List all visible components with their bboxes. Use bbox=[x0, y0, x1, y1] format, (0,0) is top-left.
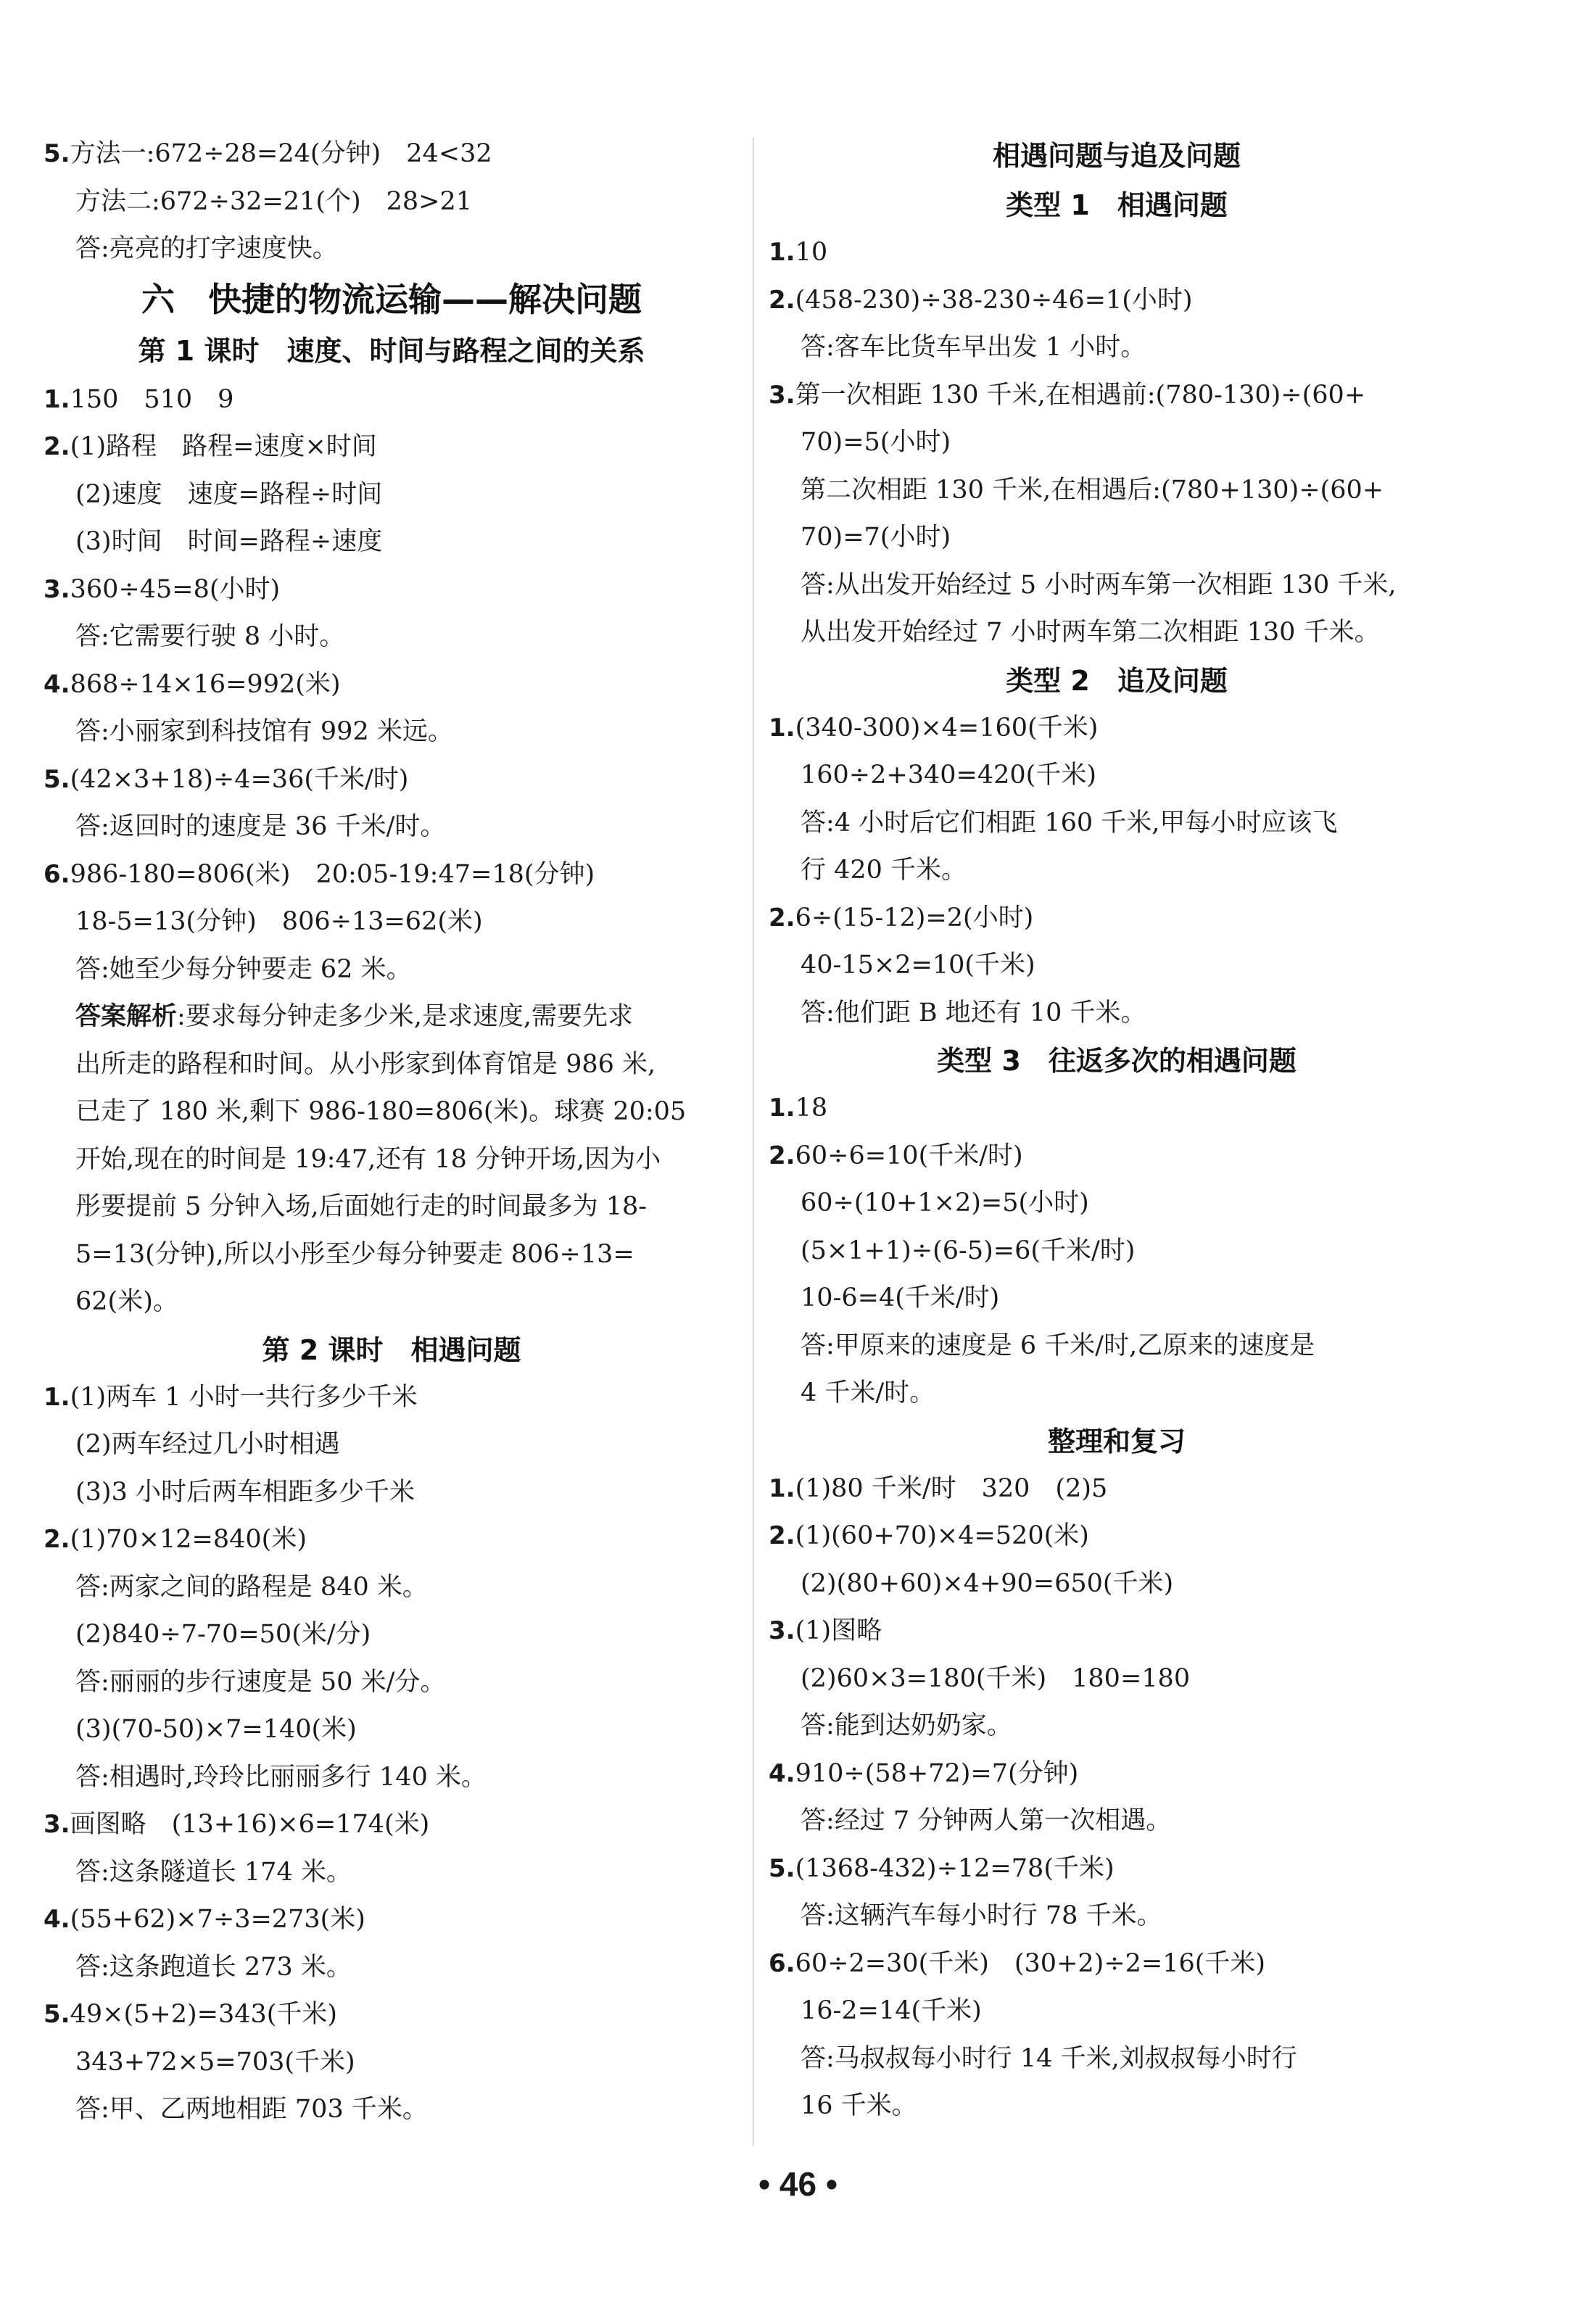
item-text: 画图略 (13+16)×6=174(米) bbox=[70, 1810, 430, 1839]
answer-line: 答:经过 7 分钟两人第一次相遇。 bbox=[801, 1806, 1172, 1835]
page-number: • 46 • bbox=[758, 2165, 838, 2203]
item-text: (458-230)÷38-230÷46=1(小时) bbox=[795, 285, 1193, 315]
analysis-label: 答案解析 bbox=[75, 1002, 178, 1031]
item-number: 1. bbox=[769, 1093, 795, 1122]
item-number: 6. bbox=[769, 1948, 795, 1978]
answer-item bbox=[44, 1991, 740, 2039]
item-text: 150 510 9 bbox=[70, 384, 234, 414]
item-text: (1)图略 bbox=[795, 1616, 882, 1645]
answer-line: (3)3 小时后两车相距多少千米 bbox=[75, 1477, 415, 1507]
answer-item bbox=[769, 1750, 1465, 1798]
item-number: 3. bbox=[769, 1616, 795, 1645]
item-number: 5. bbox=[44, 764, 70, 794]
item-number: 3. bbox=[44, 1810, 70, 1839]
item-number: 1. bbox=[769, 1473, 795, 1503]
analysis-text: :要求每分钟走多少米,是求速度,需要先求 bbox=[177, 1002, 634, 1031]
answer-line: 答:客车比货车早出发 1 小时。 bbox=[801, 333, 1146, 362]
item-text: 10 bbox=[795, 238, 828, 267]
section-heading: 第 1 课时 速度、时间与路程之间的关系 bbox=[138, 334, 645, 367]
answer-line: (2)(80+60)×4+90=650(千米) bbox=[801, 1568, 1174, 1598]
item-text: (1)70×12=840(米) bbox=[70, 1525, 307, 1554]
answer-analysis bbox=[44, 993, 740, 1041]
answer-line: 答:这条隧道长 174 米。 bbox=[75, 1857, 352, 1887]
answer-line: 已走了 180 米,剩下 986-180=806(米)。球赛 20:05 bbox=[75, 1097, 687, 1126]
item-number: 6. bbox=[44, 859, 70, 889]
left-column bbox=[44, 131, 740, 2134]
answer-line: 160÷2+340=420(千米) bbox=[801, 761, 1096, 790]
item-number: 2. bbox=[44, 432, 70, 461]
answer-line: (5×1+1)÷(6-5)=6(千米/时) bbox=[801, 1236, 1136, 1265]
answer-line: 答:相遇时,玲玲比丽丽多行 140 米。 bbox=[75, 1762, 487, 1792]
answer-line: 彤要提前 5 分钟入场,后面她行走的时间最多为 18- bbox=[75, 1192, 648, 1221]
answer-line: 答:丽丽的步行速度是 50 米/分。 bbox=[75, 1667, 446, 1697]
item-number: 5. bbox=[44, 2000, 70, 2029]
item-number: 2. bbox=[769, 285, 795, 315]
answer-line: 行 420 千米。 bbox=[801, 856, 967, 885]
section-heading: 六 快捷的物流运输——解决问题 bbox=[141, 279, 642, 319]
item-text: (1)(60+70)×4=520(米) bbox=[795, 1521, 1089, 1550]
answer-item bbox=[769, 1608, 1465, 1655]
answer-line: 答:亮亮的打字速度快。 bbox=[75, 234, 338, 263]
answer-line: 62(米)。 bbox=[75, 1287, 178, 1316]
item-number: 3. bbox=[769, 380, 795, 410]
section-heading: 类型 1 相遇问题 bbox=[1006, 189, 1228, 221]
answer-line: (3)时间 时间=路程÷速度 bbox=[75, 527, 383, 556]
section-heading: 整理和复习 bbox=[1047, 1425, 1186, 1457]
answer-line: 答:小丽家到科技馆有 992 米远。 bbox=[75, 717, 453, 746]
answer-line: (2)840÷7-70=50(米/分) bbox=[75, 1620, 371, 1649]
answer-item bbox=[44, 1374, 740, 1422]
answer-line: 343+72×5=703(千米) bbox=[75, 2047, 355, 2077]
answer-line: (3)(70-50)×7=140(米) bbox=[75, 1715, 357, 1744]
answer-line: 答:能到达奶奶家。 bbox=[801, 1711, 1012, 1740]
answer-line: 答:4 小时后它们相距 160 千米,甲每小时应该飞 bbox=[801, 808, 1338, 838]
answer-line: 方法二:672÷32=21(个) 28>21 bbox=[75, 186, 473, 216]
item-text: (1368-432)÷12=78(千米) bbox=[795, 1853, 1115, 1883]
answer-line: 4 千米/时。 bbox=[801, 1378, 935, 1407]
item-number: 1. bbox=[44, 1382, 70, 1412]
section-heading: 类型 3 往返多次的相遇问题 bbox=[937, 1045, 1297, 1077]
answer-item bbox=[44, 756, 740, 804]
answer-line: (2)60×3=180(千米) 180=180 bbox=[801, 1663, 1191, 1693]
answer-line: 40-15×2=10(千米) bbox=[801, 951, 1035, 980]
item-number: 1. bbox=[769, 713, 795, 743]
item-number: 4. bbox=[44, 1905, 70, 1934]
answer-item bbox=[769, 1465, 1465, 1513]
item-number: 4. bbox=[769, 1758, 795, 1788]
item-text: 49×(5+2)=343(千米) bbox=[70, 2000, 338, 2029]
answer-item bbox=[44, 376, 740, 424]
answer-line: 10-6=4(千米/时) bbox=[801, 1283, 1000, 1312]
item-text: 910÷(58+72)=7(分钟) bbox=[795, 1758, 1079, 1788]
answer-item bbox=[769, 1513, 1465, 1560]
item-number: 2. bbox=[769, 903, 795, 932]
answer-item bbox=[769, 372, 1465, 420]
answer-line: 开始,现在的时间是 19:47,还有 18 分钟开场,因为小 bbox=[75, 1144, 661, 1174]
item-text: 第一次相距 130 千米,在相遇前:(780-130)÷(60+ bbox=[795, 380, 1366, 410]
answer-item bbox=[44, 661, 740, 709]
answer-line: 5=13(分钟),所以小彤至少每分钟要走 806÷13= bbox=[75, 1239, 634, 1269]
item-number: 2. bbox=[44, 1525, 70, 1554]
answer-line: 答:从出发开始经过 5 小时两车第一次相距 130 千米, bbox=[801, 570, 1397, 600]
answer-line: 答:她至少每分钟要走 62 米。 bbox=[75, 954, 412, 984]
answer-item bbox=[44, 1516, 740, 1564]
answer-item bbox=[769, 1085, 1465, 1133]
answer-item bbox=[769, 1133, 1465, 1180]
answer-line: (2)速度 速度=路程÷时间 bbox=[75, 479, 383, 509]
answer-item bbox=[44, 1801, 740, 1849]
answer-line: 18-5=13(分钟) 806÷13=62(米) bbox=[75, 907, 483, 936]
item-text: (1)路程 路程=速度×时间 bbox=[70, 432, 377, 461]
column-divider bbox=[753, 138, 754, 2146]
item-number: 1. bbox=[44, 384, 70, 414]
answer-item bbox=[769, 277, 1465, 325]
answer-item bbox=[769, 229, 1465, 277]
answer-item bbox=[769, 705, 1465, 753]
item-text: 方法一:672÷28=24(分钟) 24<32 bbox=[70, 139, 492, 168]
answer-line: 答:两家之间的路程是 840 米。 bbox=[75, 1572, 428, 1602]
item-number: 5. bbox=[44, 139, 70, 168]
item-text: 6÷(15-12)=2(小时) bbox=[795, 903, 1034, 932]
answer-line: 70)=7(小时) bbox=[801, 523, 951, 552]
item-text: (340-300)×4=160(千米) bbox=[795, 713, 1099, 743]
item-number: 4. bbox=[44, 669, 70, 699]
item-text: 986-180=806(米) 20:05-19:47=18(分钟) bbox=[70, 859, 595, 889]
answer-line: 16-2=14(千米) bbox=[801, 1996, 982, 2025]
answer-line: 答:返回时的速度是 36 千米/时。 bbox=[75, 812, 446, 841]
section-heading: 相遇问题与追及问题 bbox=[992, 140, 1241, 172]
item-number: 5. bbox=[769, 1853, 795, 1883]
answer-line: 60÷(10+1×2)=5(小时) bbox=[801, 1188, 1089, 1217]
answer-line: 答:甲、乙两地相距 703 千米。 bbox=[75, 2095, 428, 2124]
item-text: (42×3+18)÷4=36(千米/时) bbox=[70, 764, 409, 794]
item-text: (1)两车 1 小时一共行多少千米 bbox=[70, 1382, 418, 1412]
answer-line: (2)两车经过几小时相遇 bbox=[75, 1430, 340, 1459]
answer-item bbox=[44, 566, 740, 614]
answer-line: 答:这条跑道长 273 米。 bbox=[75, 1952, 352, 1982]
item-text: 60÷6=10(千米/时) bbox=[795, 1141, 1023, 1170]
answer-line: 答:它需要行驶 8 小时。 bbox=[75, 622, 345, 651]
answer-line: 70)=5(小时) bbox=[801, 428, 951, 457]
answer-line: 出所走的路程和时间。从小彤家到体育馆是 986 米, bbox=[75, 1049, 656, 1079]
item-text: 60÷2=30(千米) (30+2)÷2=16(千米) bbox=[795, 1948, 1266, 1978]
answer-item bbox=[44, 851, 740, 899]
answer-line: 16 千米。 bbox=[801, 2091, 917, 2120]
answer-item bbox=[44, 131, 740, 178]
section-heading: 类型 2 追及问题 bbox=[1006, 664, 1228, 697]
item-number: 2. bbox=[769, 1141, 795, 1170]
answer-item bbox=[44, 1896, 740, 1944]
answer-line: 答:甲原来的速度是 6 千米/时,乙原来的速度是 bbox=[801, 1331, 1315, 1360]
item-number: 1. bbox=[769, 238, 795, 267]
section-heading: 第 2 课时 相遇问题 bbox=[262, 1333, 521, 1366]
item-text: 868÷14×16=992(米) bbox=[70, 669, 341, 699]
item-number: 3. bbox=[44, 574, 70, 604]
answer-item bbox=[769, 1845, 1465, 1893]
answer-item bbox=[769, 895, 1465, 943]
item-text: (55+62)×7÷3=273(米) bbox=[70, 1905, 365, 1934]
answer-line: 第二次相距 130 千米,在相遇后:(780+130)÷(60+ bbox=[801, 475, 1384, 505]
answer-item bbox=[769, 1940, 1465, 1988]
item-number: 2. bbox=[769, 1521, 795, 1550]
answer-line: 答:这辆汽车每小时行 78 千米。 bbox=[801, 1901, 1162, 1930]
answer-line: 答:他们距 B 地还有 10 千米。 bbox=[801, 998, 1146, 1027]
item-text: 18 bbox=[795, 1093, 828, 1122]
item-text: (1)80 千米/时 320 (2)5 bbox=[795, 1473, 1108, 1503]
answer-item bbox=[44, 423, 740, 471]
answer-line: 答:马叔叔每小时行 14 千米,刘叔叔每小时行 bbox=[801, 2043, 1297, 2073]
item-text: 360÷45=8(小时) bbox=[70, 574, 281, 604]
answer-line: 从出发开始经过 7 小时两车第二次相距 130 千米。 bbox=[801, 618, 1380, 647]
right-column bbox=[769, 131, 1465, 2130]
